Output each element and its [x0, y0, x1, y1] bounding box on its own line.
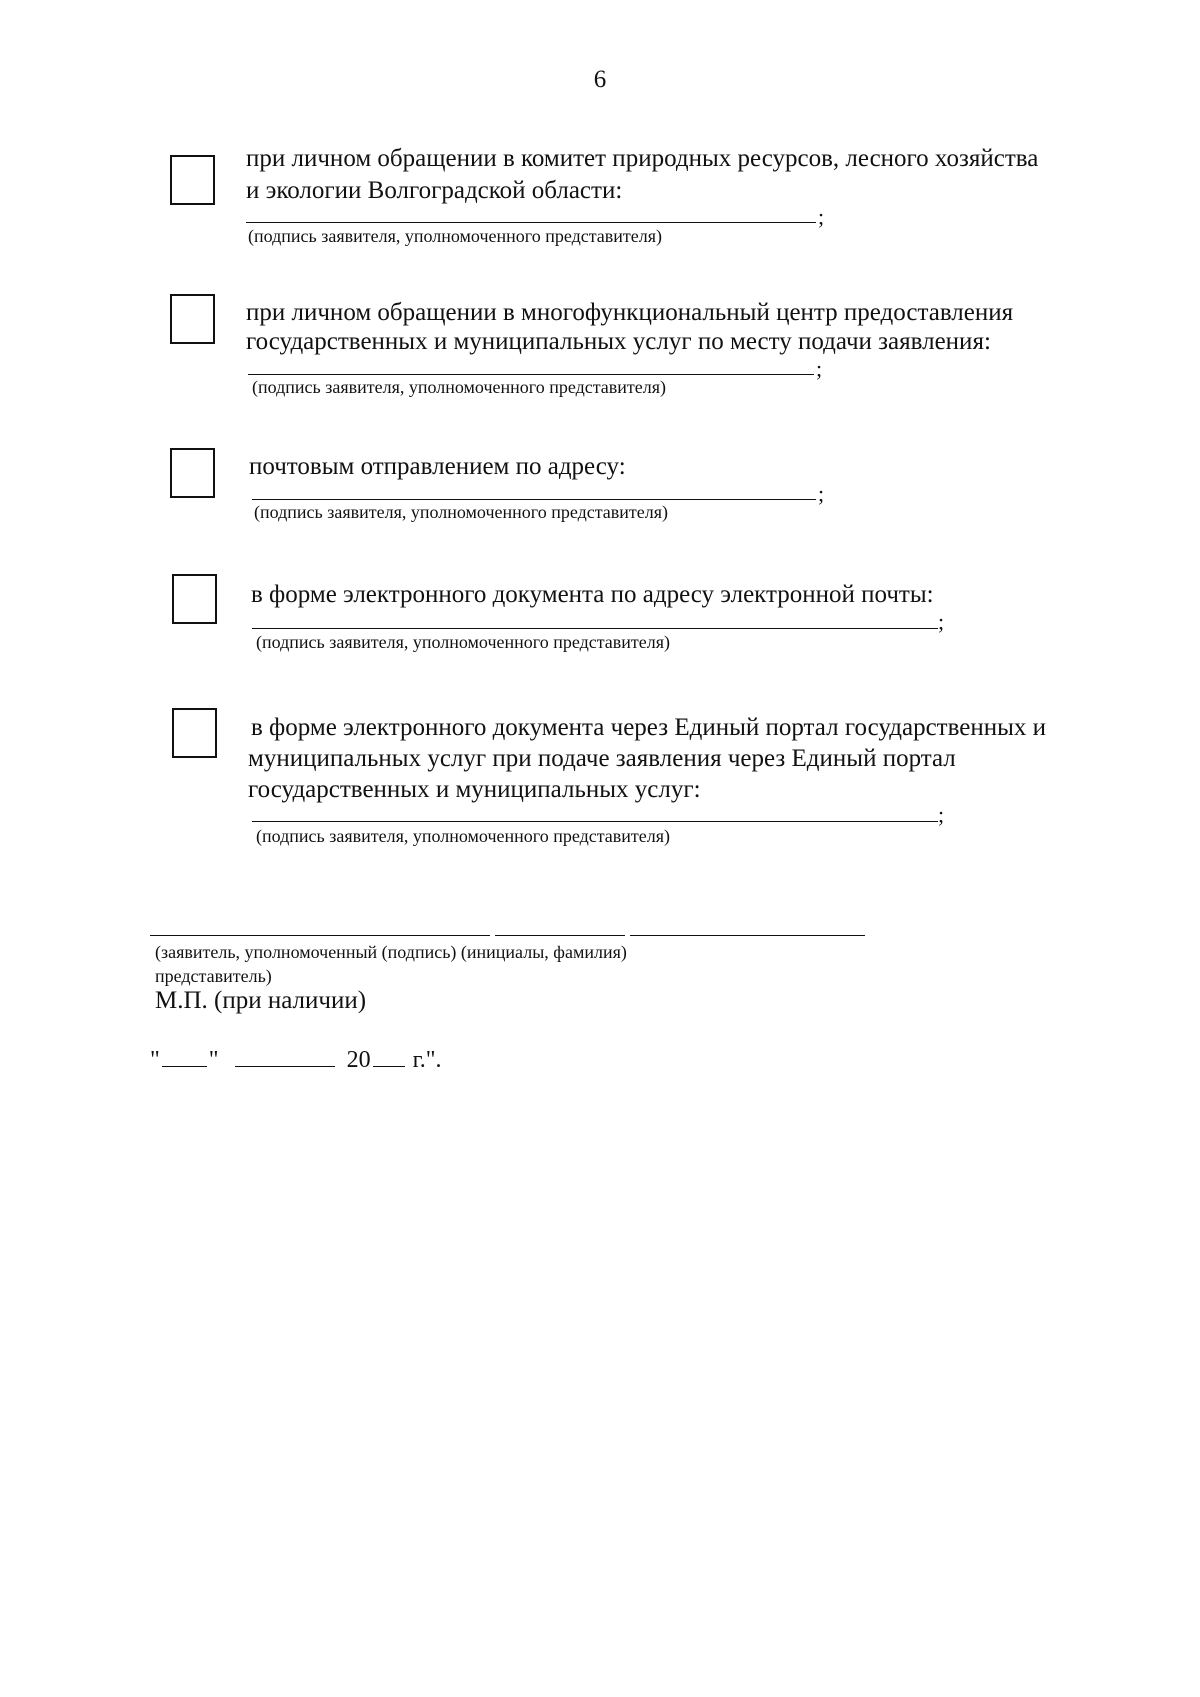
semicolon: ;: [938, 802, 945, 827]
date-close-quote: ": [208, 1047, 219, 1073]
applicant-caption: [155, 940, 627, 988]
option-text-line: муниципальных услуг при подаче заявления через Единый портал: [248, 745, 956, 772]
signature-line[interactable]: [246, 222, 816, 223]
applicant-caption-line: представитель): [155, 966, 272, 986]
semicolon: ;: [818, 204, 825, 229]
signature-caption: (подпись заявителя, уполномоченного представителя): [254, 502, 669, 522]
signature-caption: (подпись заявителя, уполномоченного представителя): [256, 632, 671, 652]
option-text-line: в форме электронного документа через Единый портал государственных и: [251, 714, 1047, 741]
signature-caption: (подпись заявителя, уполномоченного представителя): [252, 377, 667, 397]
seal-note: М.П. (при наличии): [155, 987, 367, 1014]
year-field[interactable]: [373, 1042, 405, 1067]
checkbox-portal[interactable]: [172, 708, 217, 758]
checkbox-committee[interactable]: [170, 155, 215, 205]
option-text-line: государственных и муниципальных услуг:: [248, 776, 701, 803]
signature-caption: (подпись заявителя, уполномоченного представителя): [248, 226, 663, 246]
year-prefix: 20: [346, 1047, 371, 1073]
day-field[interactable]: [162, 1042, 207, 1067]
signature-line[interactable]: [252, 628, 938, 629]
option-text-line: при личном обращении в многофункциональный центр предоставления: [246, 299, 1014, 326]
signature-line[interactable]: [248, 374, 814, 375]
applicant-caption-line: (заявитель, уполномоченный (подпись) (инициалы, фамилия): [155, 942, 627, 962]
semicolon: ;: [818, 481, 825, 506]
option-text-line: при личном обращении в комитет природных ресурсов, лесного хозяйства: [246, 145, 1039, 172]
signature-line[interactable]: [252, 499, 816, 500]
option-text-line: государственных и муниципальных услуг по месту подачи заявления:: [246, 328, 991, 355]
signature-field-line[interactable]: [495, 935, 625, 936]
date-suffix: г.".: [412, 1047, 442, 1073]
checkbox-email[interactable]: [172, 574, 217, 624]
semicolon: ;: [816, 356, 823, 381]
name-field-line[interactable]: [630, 935, 865, 936]
signature-caption: (подпись заявителя, уполномоченного представителя): [256, 826, 671, 846]
signature-line[interactable]: [252, 821, 938, 822]
checkbox-post[interactable]: [170, 448, 215, 498]
date-open-quote: ": [150, 1047, 160, 1073]
applicant-line[interactable]: [150, 935, 490, 936]
semicolon: ;: [938, 609, 945, 634]
date-row: [150, 1042, 442, 1074]
page-number: 6: [593, 66, 607, 93]
month-field[interactable]: [235, 1042, 335, 1067]
option-text-line: и экологии Волгоградской области:: [246, 177, 623, 204]
option-text-line: почтовым отправлением по адресу:: [249, 453, 626, 480]
option-text-line: в форме электронного документа по адресу электронной почты:: [251, 581, 934, 608]
checkbox-mfc[interactable]: [170, 294, 215, 344]
